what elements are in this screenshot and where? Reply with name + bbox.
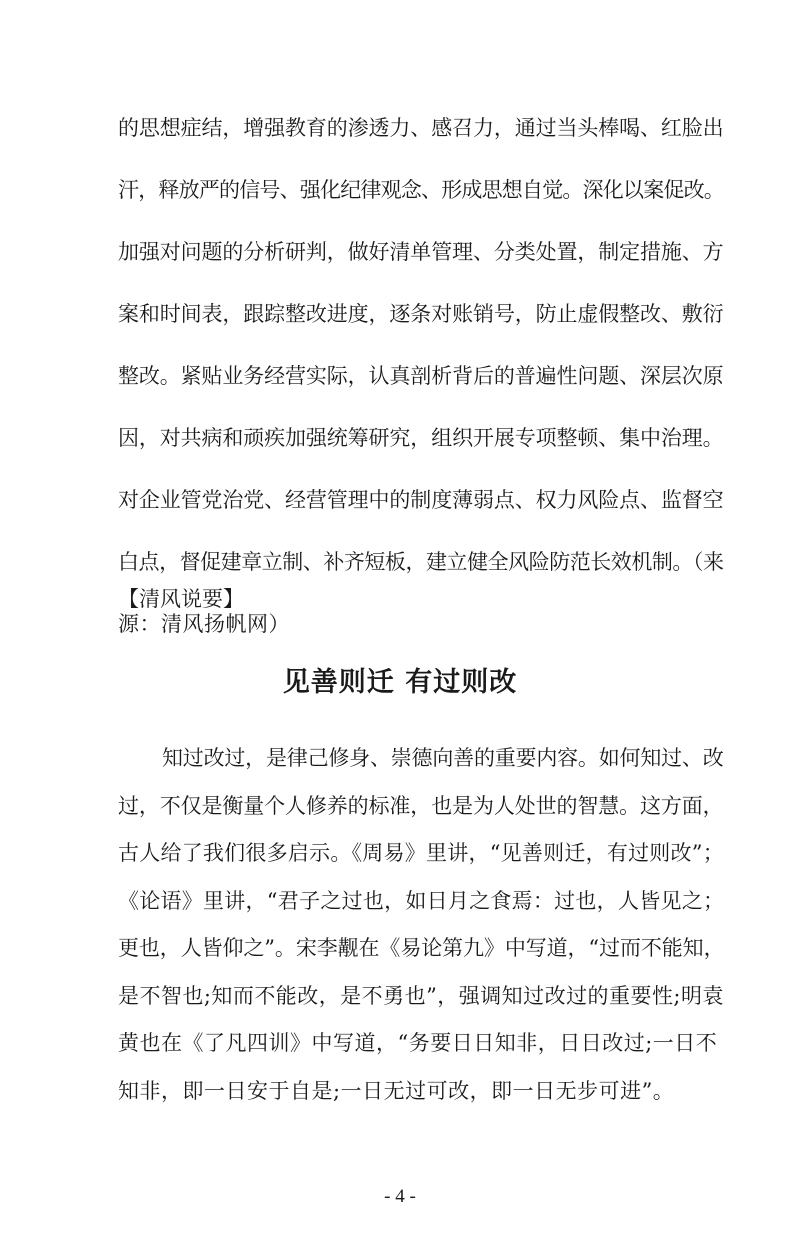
paragraph-line: 对企业管党治党、经营管理中的制度薄弱点、权力风险点、监督空	[118, 488, 724, 512]
paragraph-line: 知过改过，是律己修身、崇德向善的重要内容。如何知过、改	[162, 746, 724, 770]
page-number: - 4 -	[384, 1186, 416, 1207]
section-label: 【清风说要】	[118, 587, 244, 611]
paragraph-line: 是不智也;知而不能改，是不勇也”，强调知过改过的重要性;明袁	[118, 983, 724, 1008]
paragraph-line: 白点，督促建章立制、补齐短板，建立健全风险防范长效机制。（来	[118, 550, 724, 574]
paragraph-line: 因，对共病和顽疾加强统筹研究，组织开展专项整顿、集中治理。	[118, 426, 724, 450]
paragraph-line: 更也，人皆仰之”。宋李觏在《易论第九》中写道，“过而不能知，	[118, 936, 725, 960]
paragraph-line: 案和时间表，跟踪整改进度，逐条对账销号，防止虚假整改、敷衍	[118, 302, 724, 326]
paragraph-line: 的思想症结，增强教育的渗透力、感召力，通过当头棒喝、红脸出	[118, 116, 724, 140]
article-paragraph	[118, 748, 724, 1128]
paragraph-line: 汗，释放严的信号、强化纪律观念、形成思想自觉。深化以案促改。	[118, 178, 724, 202]
paragraph-line: 知非，即一日安于自是;一日无过可改，即一日无步可进”。	[118, 1078, 675, 1103]
paragraph-line: 加强对问题的分析研判，做好清单管理、分类处置，制定措施、方	[118, 240, 724, 264]
paragraph-line: 《论语》里讲，“君子之过也，如日月之食焉：过也，人皆见之；	[118, 888, 725, 913]
article-title: 见善则迁 有过则改	[282, 667, 518, 698]
paragraph-line: 源：清风扬帆网）	[118, 612, 290, 636]
paragraph-line: 整改。紧贴业务经营实际，认真剖析背后的普遍性问题、深层次原	[118, 364, 724, 388]
paragraph-line: 黄也在《了凡四训》中写道，“务要日日知非，日日改过;一日不	[118, 1031, 718, 1055]
paragraph-line: 古人给了我们很多启示。《周易》里讲，“见善则迁，有过则改”；	[118, 841, 724, 865]
paragraph-line: 过，不仅是衡量个人修养的标准，也是为人处世的智慧。这方面，	[118, 793, 724, 818]
